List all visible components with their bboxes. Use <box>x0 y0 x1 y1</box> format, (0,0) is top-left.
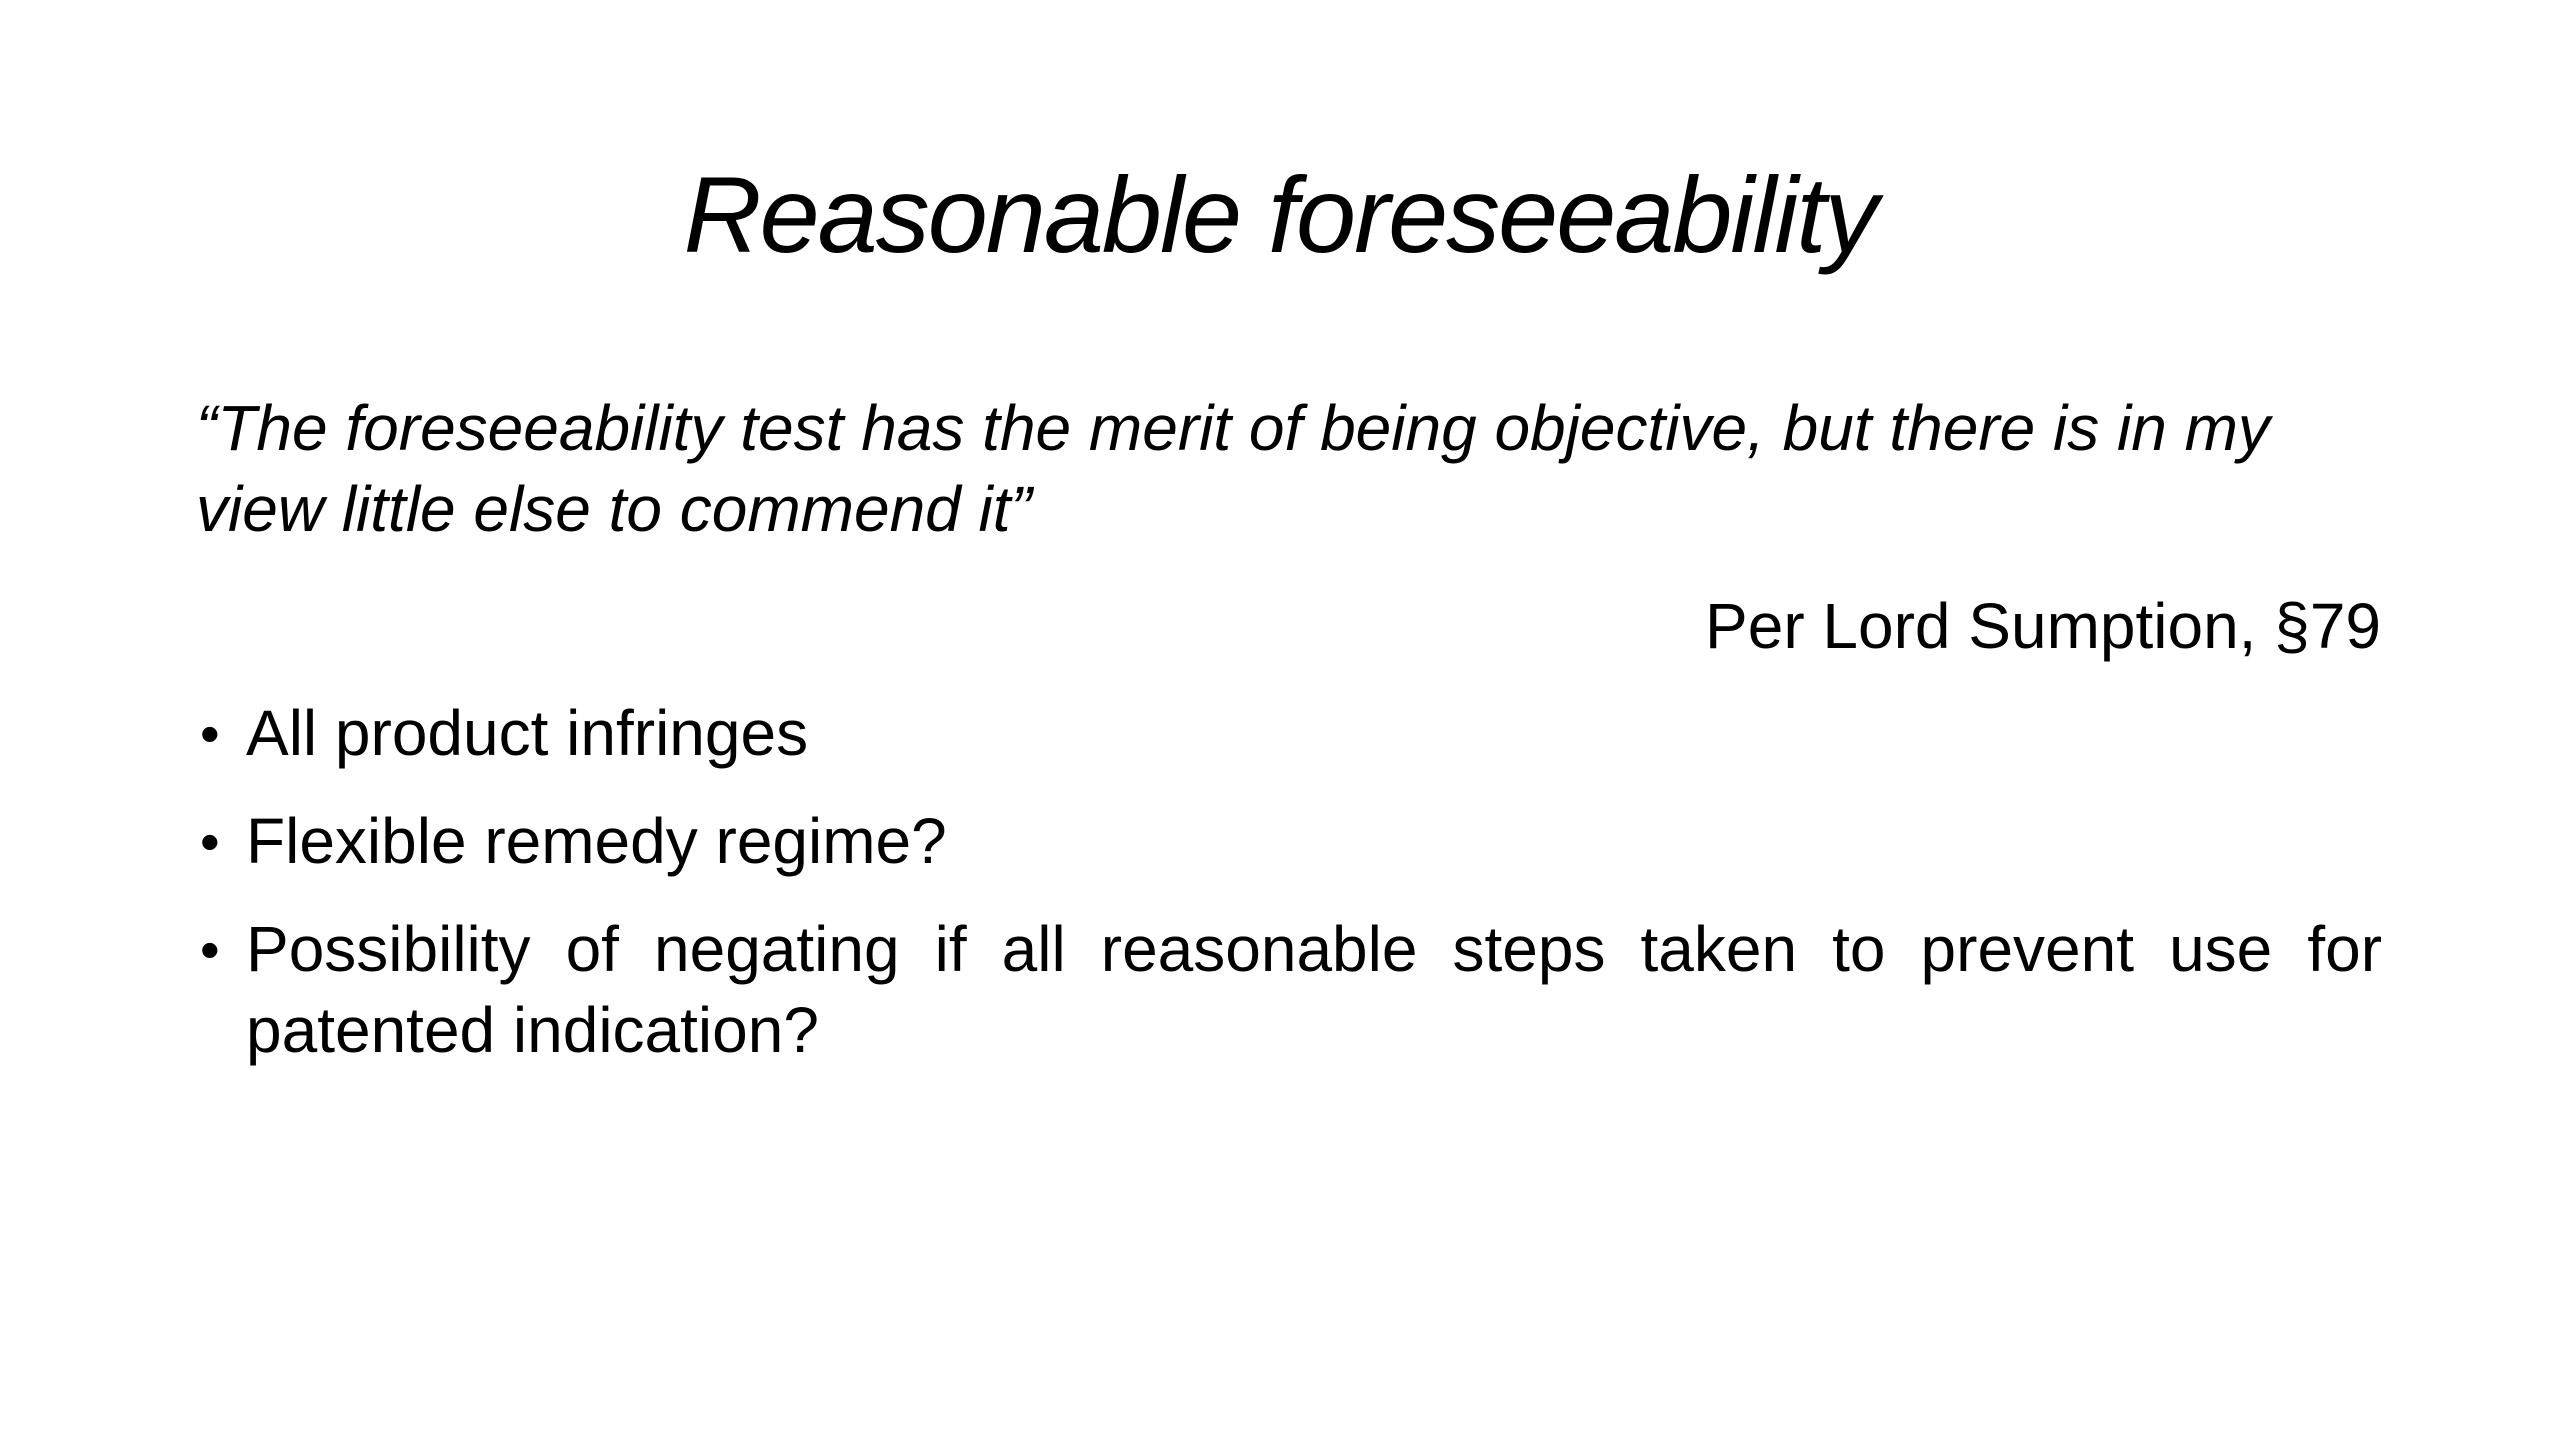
bullet-point-icon: • <box>200 810 220 873</box>
bullet-text: All product infringes <box>246 697 809 769</box>
bullet-item <box>196 801 2382 882</box>
quote-text: “The foreseeability test has the merit of being objective, but there is in my view little else to commend it” <box>196 392 2270 545</box>
bullet-item <box>196 909 2382 1071</box>
bullet-list <box>196 693 2382 1098</box>
bullet-item <box>196 693 2382 774</box>
bullet-text: Possibility of negating if all reasonable steps taken to prevent use for patented indication? <box>246 913 2382 1066</box>
quote-attribution: Per Lord Sumption, §79 <box>1705 590 2381 662</box>
bullet-point-icon: • <box>200 918 220 981</box>
bullet-text: Flexible remedy regime? <box>246 805 947 877</box>
bullet-point-icon: • <box>200 702 220 765</box>
slide-title: Reasonable foreseeability <box>683 154 1877 275</box>
